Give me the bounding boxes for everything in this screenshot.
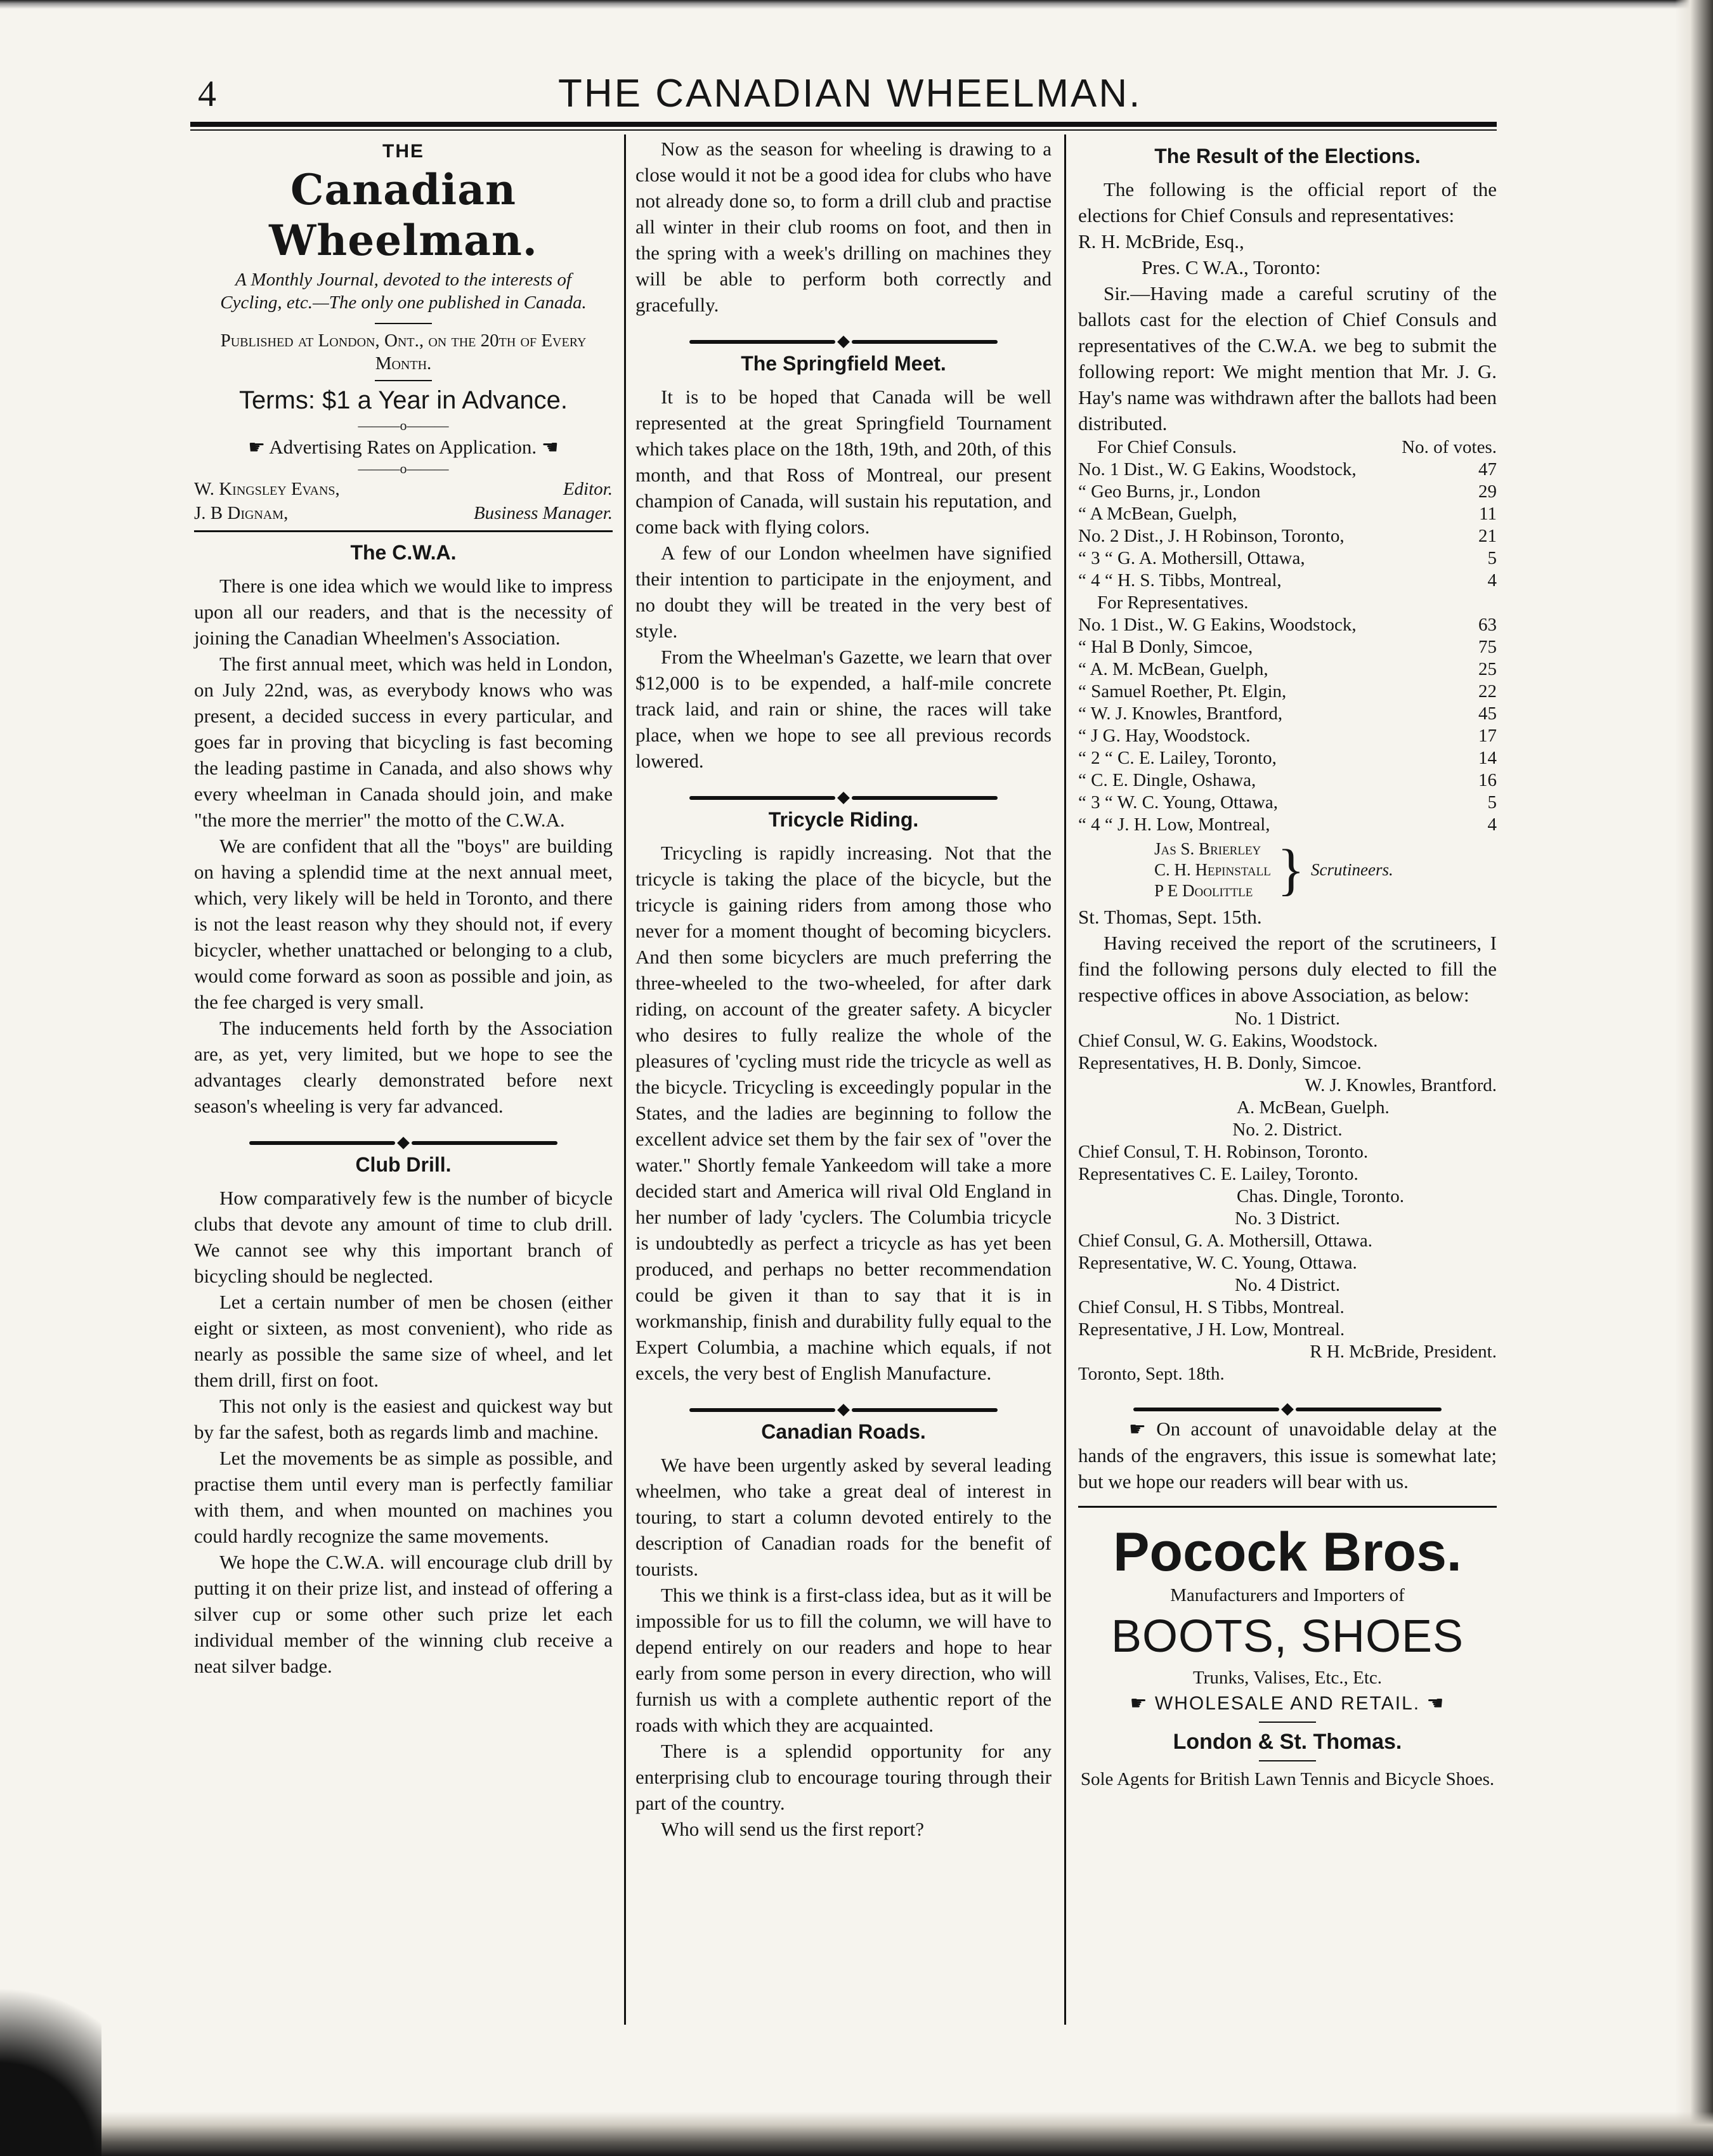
- vote-candidate: “ 4 “ J. H. Low, Montreal,: [1078, 814, 1270, 835]
- pointing-hand-icon: ☛: [1129, 1419, 1146, 1440]
- paragraph: The first annual meet, which was held in London, on July 22nd, was, as everybody knows who was present, a decided success in every particular, and goes far in proving that bicycling is fast becoming the leading pastime in Canada, and also shows why every wheelman in Canada should join, and make "the more the merrier" the motto of the C.W.A.: [194, 653, 613, 831]
- vote-candidate: “ 4 “ H. S. Tibbs, Montreal,: [1078, 570, 1282, 591]
- divider: [375, 380, 432, 381]
- subscription-terms: Terms: $1 a Year in Advance.: [238, 386, 568, 414]
- vote-candidate: “ Hal B Donly, Simcoe,: [1078, 637, 1253, 657]
- ornamental-divider: [1078, 1394, 1497, 1411]
- paragraph: We hope the C.W.A. will encourage club drill by putting it on their prize list, and instead of offering a silver cup or some other such prize let each individual member of the winning club receive a neat silver badge.: [194, 1551, 613, 1677]
- ornamental-divider: [194, 1128, 613, 1144]
- paragraph: We have been urgently asked by several leading wheelmen, who take a great deal of interest in touring, to start a column devoted entirely to the description of Canadian roads for the benefit of tourists.: [635, 1454, 1052, 1580]
- vote-row: [1078, 814, 1497, 836]
- vote-row: [1078, 703, 1497, 725]
- addressee: R. H. McBride, Esq.,: [1078, 230, 1244, 252]
- article-heading: Canadian Roads.: [761, 1420, 926, 1443]
- vote-candidate: “ Samuel Roether, Pt. Elgin,: [1078, 681, 1287, 702]
- brace-glyph: }: [1277, 838, 1305, 901]
- column-2: [635, 136, 1052, 1842]
- vote-candidate: No. 2 Dist., J. H Robinson, Toronto,: [1078, 526, 1345, 546]
- vote-count: 16: [1478, 770, 1497, 790]
- staff-editor: W. Kingsley Evans, Editor.: [194, 479, 613, 499]
- ad-brand: Pocock Bros.: [1113, 1522, 1462, 1583]
- vote-row: [1078, 547, 1497, 570]
- vote-count: 17: [1478, 726, 1497, 746]
- vote-row: [1078, 503, 1497, 525]
- ad-wholesale: ☛ WHOLESALE AND RETAIL. ☚: [1078, 1690, 1497, 1716]
- paragraph: The following is the official report of the elections for Chief Consuls and representatives:: [1078, 178, 1497, 226]
- vote-candidate: “ 3 “ W. C. Young, Ottawa,: [1078, 792, 1278, 813]
- vote-count: 25: [1478, 659, 1497, 679]
- paragraph: The inducements held forth by the Association are, as yet, very limited, but we hope to see the advantages clearly demonstrated before next season's wheeling is very far advanced.: [194, 1017, 613, 1117]
- notice: ☛ On account of unavoidable delay at the hands of the engravers, this issue is somewhat late; but we hope our readers will bear with us.: [1078, 1418, 1497, 1493]
- vote-row: [1078, 614, 1497, 636]
- nameplate: Canadian Wheelman.: [269, 165, 538, 265]
- vote-count: 47: [1478, 459, 1497, 480]
- article-heading: Tricycle Riding.: [768, 808, 919, 831]
- paragraph: Tricycling is rapidly increasing. Not that the tricycle is taking the place of the bicycle, but the tricycle is gaining riders from among those who never for a moment thought of becoming bicyclers. And then some bicyclers are much preferring the three-wheeled to the two-wheeled, for after dark riding, on account of the greater safety. A bicycler who desires to fully realize the whole of the pleasures of 'cycling must ride the tricycle as well as the bicycle. Tricycling is exceedingly popular in the States, and the ladies are beginning to follow the excellent advice set them by the fair sex of "over the water." Shortly female Yankeedom will take a more decided start and America will rival Old England in her number of lady 'cyclers. The Columbia tricycle is undoubtedly as perfect a tricycle as has yet been produced, and perhaps no better recommendation could be given it than to say that it is in workmanship, finish and durability fully equal to the Expert Columbia, a machine which equals, if not excels, the very best of English Manufacture.: [635, 842, 1052, 1384]
- vote-candidate: No. 1 Dist., W. G Eakins, Woodstock,: [1078, 615, 1357, 635]
- scrutineers: Jas S. Brierley C. H. Hepinstall P E Doolittle } Scrutineers.: [1154, 838, 1393, 901]
- staff-manager: J. B Dignam, Business Manager.: [194, 503, 613, 523]
- paragraph: Who will send us the first report?: [661, 1818, 924, 1840]
- place-date: St. Thomas, Sept. 15th.: [1078, 906, 1262, 928]
- pointing-hand-icon: ☚: [541, 437, 559, 458]
- vote-row: [1078, 747, 1497, 769]
- elected-officers: No. 1 District. Chief Consul, W. G. Eakins, Woodstock. Representatives, H. B. Donly, Simcoe. W. J. Knowles, Brantford. A. McBean, Guelph. No. 2. District. Chief Consul, T. H. Robinson, Toronto. Representatives C. E. Lailey, Toronto. Chas. Dingle, Toronto. No. 3 District. Chief Consul, G. A. Mothersill, Ottawa. Representative, W. C. Young, Ottawa. No. 4 District. Chief Consul, H. S Tibbs, Montreal. Representative, J H. Low, Montreal. R H. McBride, President. Toronto, Sept. 18th.: [1078, 1009, 1497, 1384]
- publication-details: Published at London, Ont., on the 20th of Every Month.: [220, 330, 587, 374]
- ornament-rule: ———o———: [358, 417, 449, 433]
- vote-row: [1078, 658, 1497, 681]
- vote-count: 63: [1478, 615, 1497, 635]
- article-heading: Club Drill.: [355, 1153, 452, 1176]
- vote-candidate: “ A. M. McBean, Guelph,: [1078, 659, 1268, 679]
- ornamental-divider: [635, 783, 1052, 799]
- paragraph: We are confident that all the "boys" are building on having a splendid time at the next annual meet, which, very likely will be held in Toronto, and there is not the least reason why they should not, if every bicycler, whether unattached or belonging to a club, would come forward as soon as possible and join, as the fee charged is very small.: [194, 835, 613, 1013]
- vote-candidate: “ W. J. Knowles, Brantford,: [1078, 703, 1283, 724]
- vote-count: 4: [1487, 814, 1497, 835]
- vote-row: [1078, 525, 1497, 547]
- divider: [194, 530, 613, 532]
- pointing-hand-icon: ☛: [1130, 1693, 1149, 1714]
- paragraph: There is a splendid opportunity for any enterprising club to encourage touring through their part of the country.: [635, 1740, 1052, 1814]
- paragraph: This we think is a first-class idea, but as it will be impossible for us to fill the column, we will have to depend entirely on our readers and hope to hear early from some person in every direction, who will furnish us with a complete authentic report of the roads with which they are acquainted.: [635, 1584, 1052, 1736]
- scan-edge-top: [0, 0, 1713, 9]
- pointing-hand-icon: ☚: [1426, 1693, 1445, 1714]
- vote-row: [1078, 681, 1497, 703]
- paragraph: Let a certain number of men be chosen (either eight or sixteen, as most convenient), who ride as nearly as possible the same size of wheel, and let them drill, first on foot.: [194, 1291, 613, 1391]
- divider: [1259, 1760, 1316, 1761]
- vote-row: [1078, 481, 1497, 503]
- advertisement: Pocock Bros. Manufacturers and Importers of BOOTS, SHOES Trunks, Valises, Etc., Etc. ☛ WHOLESALE AND RETAIL. ☚ London & St. Thomas. Sole Agents for British Lawn Tennis and Bicycle Shoes.: [1078, 1506, 1497, 1792]
- chief-consul-votes: For Chief Consuls. No. of votes. No. 1 Dist., W. G Eakins, Woodstock, 47 “ Geo Burns, jr., London 29 “ A McBean, Guelph, 11 No. 2 Dist., J. H Robinson, Toronto, 21 “ 3 “ G. A. Mothersill, Ottawa, 5 “ 4 “ H. S. Tibbs, Montreal, 4 For Representatives. No. 1 Dist., W. G Eakins, Woodstock, 63 “ Hal B Donly, Simcoe, 75 “ A. M. McBean, Guelph, 25 “ Samuel Roether, Pt. Elgin, 22 “ W. J. Knowles, Brantford, 45 “ J G. Hay, Woodstock. 17 “ 2 “ C. E. Lailey, Toronto, 14 “ C. E. Dingle, Oshawa, 16 “ 3 “ W. C. Young, Ottawa, 5 “ 4 “ J. H. Low, Montreal, 4: [1078, 437, 1497, 835]
- vote-candidate: “ 3 “ G. A. Mothersill, Ottawa,: [1078, 548, 1305, 568]
- nameplate-the: THE: [382, 141, 424, 162]
- paragraph: From the Wheelman's Gazette, we learn that over $12,000 is to be expended, a half-mile concrete track laid, and rain or shine, the races will take place, when we hope to see all previous records lowered.: [635, 646, 1052, 772]
- paragraph: How comparatively few is the number of bicycle clubs that devote any amount of time to club drill. We cannot see why this important branch of bicycling should be neglected.: [194, 1187, 613, 1287]
- vote-count: 5: [1487, 548, 1497, 568]
- column-rule: [1064, 134, 1066, 2025]
- vote-row: [1078, 792, 1497, 814]
- ad-products: BOOTS, SHOES: [1111, 1611, 1464, 1662]
- vote-count: 11: [1479, 504, 1497, 524]
- divider: [375, 323, 432, 324]
- addressee-title: Pres. C W.A., Toronto:: [1142, 256, 1321, 278]
- vote-row: [1078, 769, 1497, 792]
- masthead-rule: [190, 122, 1497, 127]
- scan-edge-bottom: [0, 2112, 1713, 2156]
- ad-locations: London & St. Thomas.: [1173, 1730, 1402, 1754]
- paragraph: Let the movements be as simple as possible, and practise them until every man is perfectly familiar with them, and when mounted on machines you could hardly recognize the same movements.: [194, 1447, 613, 1547]
- paragraph: This not only is the easiest and quickest way but by far the safest, both as regards limb and machine.: [194, 1395, 613, 1443]
- ornamental-divider: [635, 327, 1052, 343]
- vote-candidate: “ Geo Burns, jr., London: [1078, 481, 1261, 502]
- scan-edge-right: [1675, 0, 1713, 2156]
- vote-row: [1078, 459, 1497, 481]
- paragraph: A few of our London wheelmen have signified their intention to participate in the enjoyment, and no doubt they will be treated in the very best of style.: [635, 542, 1052, 642]
- paragraph: Sir.—Having made a careful scrutiny of the ballots cast for the election of Chief Consuls and representatives of the C.W.A. we beg to submit the following report: We might mention that Mr. J. G. Hay's name was withdrawn after the ballots had been distributed.: [1078, 282, 1497, 434]
- column-1: [194, 136, 613, 1679]
- ad-agents: Sole Agents for British Lawn Tennis and Bicycle Shoes.: [1080, 1769, 1495, 1789]
- article-heading: The Result of the Elections.: [1154, 145, 1421, 167]
- newspaper-title: THE CANADIAN WHEELMAN.: [558, 72, 1142, 115]
- vote-count: 4: [1487, 570, 1497, 591]
- paragraph: There is one idea which we would like to impress upon all our readers, and that is the necessity of joining the Canadian Wheelmen's Association.: [194, 575, 613, 649]
- vote-row: [1078, 570, 1497, 592]
- vote-candidate: “ 2 “ C. E. Lailey, Toronto,: [1078, 748, 1277, 768]
- vote-count: 14: [1478, 748, 1497, 768]
- article-heading: The Springfield Meet.: [741, 352, 946, 375]
- divider: [1259, 1722, 1316, 1723]
- ornament-rule: ———o———: [358, 461, 449, 476]
- vote-candidate: “ A McBean, Guelph,: [1078, 504, 1237, 524]
- ornamental-divider: [635, 1395, 1052, 1411]
- paragraph: Having received the report of the scrutineers, I find the following persons duly elected to fill the respective offices in above Association, as below:: [1078, 932, 1497, 1006]
- masthead-rule-thin: [190, 129, 1497, 131]
- vote-count: 22: [1478, 681, 1497, 702]
- vote-count: 21: [1478, 526, 1497, 546]
- article-heading: The C.W.A.: [350, 541, 457, 564]
- vote-count: 5: [1487, 792, 1497, 813]
- vote-count: 45: [1478, 703, 1497, 724]
- advertising-note: ☛ Advertising Rates on Application. ☚: [194, 434, 613, 461]
- scan-corner-shadow: [0, 1947, 101, 2156]
- masthead: [190, 69, 1497, 126]
- column-3: [1078, 136, 1497, 1792]
- vote-count: 75: [1478, 637, 1497, 657]
- vote-candidate: No. 1 Dist., W. G Eakins, Woodstock,: [1078, 459, 1357, 480]
- vote-row: [1078, 636, 1497, 658]
- vote-count: 29: [1478, 481, 1497, 502]
- page-number: 4: [198, 73, 216, 114]
- vote-candidate: “ J G. Hay, Woodstock.: [1078, 726, 1251, 746]
- paragraph: Now as the season for wheeling is drawing to a close would it not be a good idea for clubs who have not already done so, to form a drill club and practise all winter in their club rooms on foot, and then in the spring with a week's drilling on machines they will be able to perform both correctly and gracefully.: [635, 138, 1052, 316]
- paragraph: It is to be hoped that Canada will be well represented at the great Springfield Tournament which takes place on the 18th, 19th, and 20th, of this month, and that Ross of Montreal, our present champion of Canada, will sustain his reputation, and come back with flying colors.: [635, 386, 1052, 538]
- tagline: A Monthly Journal, devoted to the interests of Cycling, etc.—The only one published in Canada.: [220, 270, 587, 313]
- pointing-hand-icon: ☛: [248, 437, 266, 458]
- column-rule: [624, 134, 626, 2025]
- vote-candidate: “ C. E. Dingle, Oshawa,: [1078, 770, 1256, 790]
- vote-row: [1078, 725, 1497, 747]
